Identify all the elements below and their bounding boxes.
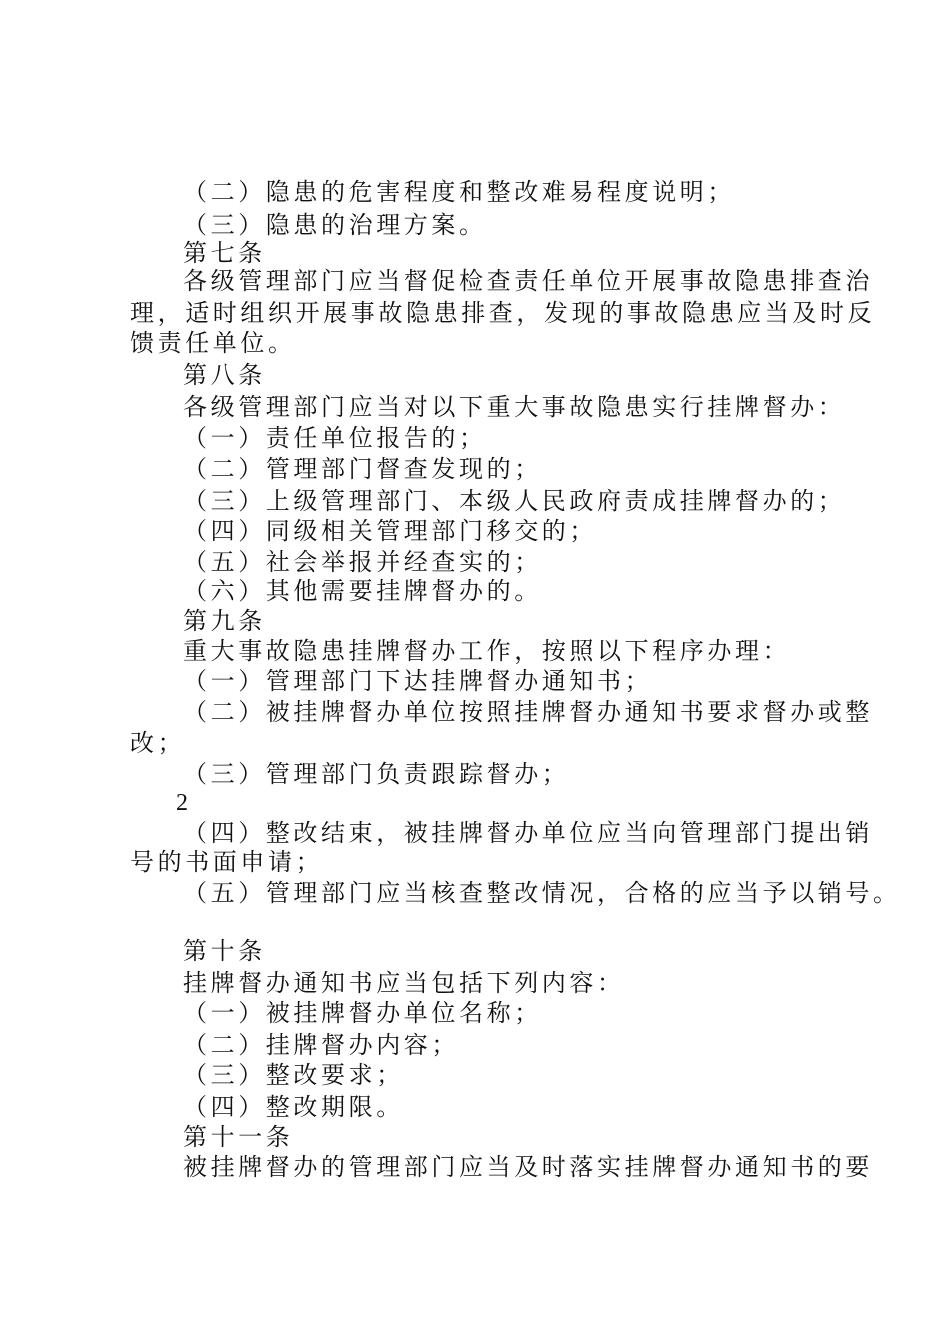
article-heading: 第八条 [183,361,266,389]
text-line: 重大事故隐患挂牌督办工作，按照以下程序办理： [183,637,791,665]
text-line: （二）挂牌督办内容； [183,1031,459,1059]
text-line: （二）被挂牌督办单位按照挂牌督办通知书要求督办或整 [183,698,873,726]
text-line: 各级管理部门应当督促检查责任单位开展事故隐患排查治 [183,267,873,295]
article-heading: 第十条 [183,937,266,965]
text-line: （一）责任单位报告的； [183,424,487,452]
text-line: （二）管理部门督查发现的； [183,455,542,483]
text-line: 理，适时组织开展事故隐患排查，发现的事故隐患应当及时反 [130,299,876,327]
text-line: （三）整改要求； [183,1061,404,1089]
text-line: （四）整改期限。 [183,1093,404,1121]
article-heading: 第七条 [183,239,266,267]
text-line: 改； [130,729,186,757]
text-line: 被挂牌督办的管理部门应当及时落实挂牌督办通知书的要 [183,1153,873,1181]
text-line: （三）上级管理部门、本级人民政府责成挂牌督办的； [183,487,846,515]
text-line: （三）管理部门负责跟踪督办； [183,760,570,788]
text-line: 挂牌督办通知书应当包括下列内容： [183,969,625,997]
text-line: （六）其他需要挂牌督办的。 [183,577,542,605]
text-line: （一）管理部门下达挂牌督办通知书； [183,667,653,695]
text-line: （三）隐患的治理方案。 [183,211,487,239]
text-line: （五）社会举报并经查实的； [183,548,542,576]
text-line: （四）同级相关管理部门移交的； [183,517,597,545]
text-line: 各级管理部门应当对以下重大事故隐患实行挂牌督办： [183,393,846,421]
text-line: （五）管理部门应当核查整改情况，合格的应当予以销号。 [183,879,901,907]
text-line: （一）被挂牌督办单位名称； [183,999,542,1027]
text-line: （四）整改结束，被挂牌督办单位应当向管理部门提出销 [183,819,873,847]
page-number: 2 [176,790,188,816]
text-line: 号的书面申请； [130,848,324,876]
text-line: （二）隐患的危害程度和整改难易程度说明； [183,178,735,206]
article-heading: 第九条 [183,607,266,635]
text-line: 馈责任单位。 [130,329,296,357]
article-heading: 第十一条 [183,1123,294,1151]
